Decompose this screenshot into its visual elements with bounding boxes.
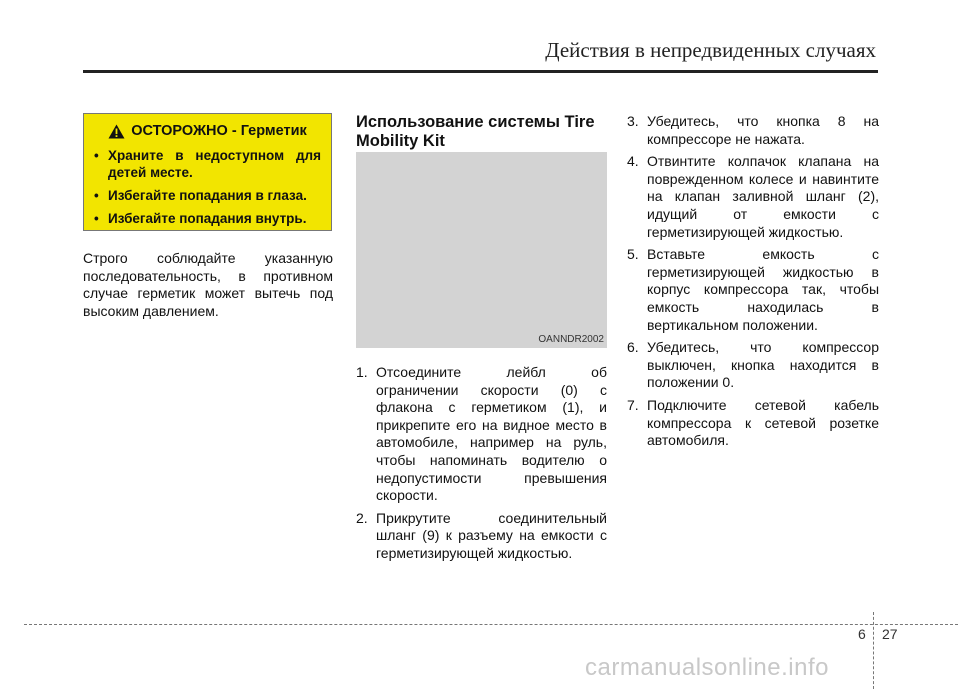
- step-item: [627, 397, 879, 450]
- step-text: Убедитесь, что кнопка 8 на компрессоре не нажата.: [647, 113, 879, 147]
- warning-item: • Избегайте попадания внутрь.: [94, 210, 321, 227]
- figure-image-placeholder: [356, 152, 607, 348]
- header-rule: [83, 70, 878, 73]
- step-text: Отсоедините лейбл об ограничении скорости (0) с флакона с герметиком (1), и прикрепите его на видное место в автомобиле, например на руль, чтобы напоминать водителю о недопустимости превышения скорости.: [376, 364, 607, 504]
- step-item: [627, 113, 879, 148]
- step-number: 6.: [627, 339, 639, 356]
- step-item: [627, 246, 879, 334]
- step-text: Отвинтите колпачок клапана на поврежденном колесе и навинтите на клапан заливной шланг (2), идущий от емкости с герметизирующей жидкостью.: [647, 153, 879, 240]
- step-number: 1.: [356, 364, 368, 380]
- step-item: [356, 510, 607, 563]
- warning-item: • Храните в недоступном для детей месте.: [94, 147, 321, 181]
- step-item: [356, 364, 607, 505]
- step-number: 4.: [627, 153, 639, 170]
- footer-rule: [24, 624, 958, 625]
- warning-box: [83, 113, 332, 231]
- step-text: Прикрутите соединительный шланг (9) к разъему на емкости с герметизирующей жидкостью.: [376, 509, 607, 561]
- page-number: 27: [882, 626, 898, 642]
- figure-code: OANNDR2002: [538, 334, 604, 345]
- footer-divider: [873, 612, 874, 689]
- watermark: carmanualsonline.info: [585, 654, 829, 681]
- warning-item: • Избегайте попадания в глаза.: [94, 187, 321, 204]
- warning-title-text: ОСТОРОЖНО - Герметик: [131, 123, 307, 139]
- step-item: [627, 339, 879, 392]
- step-number: 3.: [627, 113, 639, 129]
- step-text: Подключите сетевой кабель компрессора к сетевой розетке автомобиля.: [647, 396, 879, 449]
- warning-title: [94, 123, 321, 139]
- steps-list-column-2: [356, 364, 607, 568]
- step-number: 7.: [627, 396, 639, 413]
- step-item: [627, 153, 879, 241]
- steps-list-column-3: [627, 113, 879, 455]
- warning-triangle-icon: [108, 124, 125, 139]
- step-text: Убедитесь, что компрессор выключен, кнопка находится в положении 0.: [647, 339, 879, 391]
- section-title: Использование системы Tire Mobility Kit: [356, 113, 595, 150]
- step-number: 2.: [356, 509, 368, 526]
- warning-list: [94, 147, 321, 227]
- chapter-number: 6: [858, 626, 866, 642]
- step-number: 5.: [627, 246, 639, 263]
- step-text: Вставьте емкость с герметизирующей жидкостью в корпус компрессора так, чтобы емкость находилась в вертикальном положении.: [647, 246, 879, 333]
- intro-paragraph: Строго соблюдайте указанную последовательность, в противном случае герметик может вытечь под высоким давлением.: [83, 250, 333, 319]
- page-header-title: Действия в непредвиденных случаях: [545, 38, 876, 62]
